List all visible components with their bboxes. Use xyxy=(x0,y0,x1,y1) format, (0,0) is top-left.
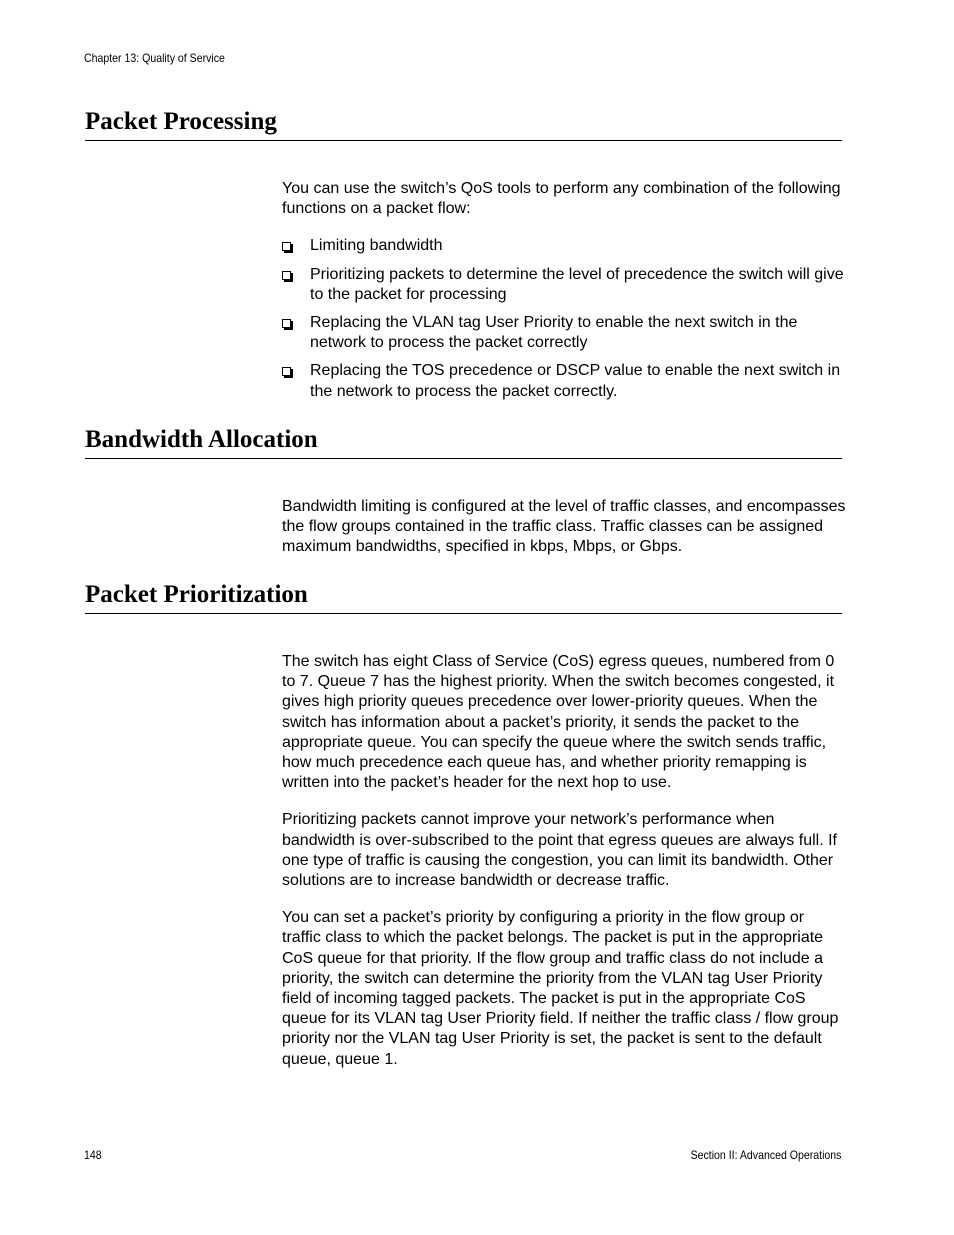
heading-bandwidth-allocation: Bandwidth Allocation xyxy=(85,425,842,459)
running-header: Chapter 13: Quality of Service xyxy=(84,51,225,65)
packet-processing-intro: You can use the switch’s QoS tools to perform any combination of the following functions on a packet flow: xyxy=(282,180,841,218)
list-item-text: Prioritizing packets to determine the level of precedence the switch will give to the packet for processing xyxy=(310,265,844,303)
function-list xyxy=(282,236,847,401)
list-item xyxy=(282,236,847,256)
checkbox-bullet-icon xyxy=(282,319,291,328)
heading-packet-processing: Packet Processing xyxy=(85,107,842,141)
packet-processing-body xyxy=(282,179,847,410)
heading-packet-prioritization: Packet Prioritization xyxy=(85,580,842,614)
checkbox-bullet-icon xyxy=(282,242,291,251)
paragraph: Prioritizing packets cannot improve your network’s performance when bandwidth is over-subscribed to the point that egress queues are always full. If one type of traffic is causing the congestion, you can limit its bandwidth. Other solutions are to increase bandwidth or decrease traffic. xyxy=(282,811,837,890)
paragraph: You can set a packet’s priority by configuring a priority in the flow group or traffic class to which the packet belongs. The packet is put in the appropriate CoS queue for that priority. If the flow group and traffic class do not include a priority, the switch can determine the priority from the VLAN tag User Priority field of incoming tagged packets. The packet is put in the appropriate CoS queue for its VLAN tag User Priority field. If neither the traffic class / flow group priority nor the VLAN tag User Priority is set, the packet is sent to the default queue, queue 1. xyxy=(282,909,839,1068)
list-item xyxy=(282,361,847,401)
list-item-text: Limiting bandwidth xyxy=(310,237,443,255)
bandwidth-allocation-body xyxy=(282,497,847,575)
checkbox-bullet-icon xyxy=(282,271,291,280)
list-item xyxy=(282,265,847,305)
paragraph: Bandwidth limiting is configured at the level of traffic classes, and encompasses the flow groups contained in the traffic class. Traffic classes can be assigned maximum bandwidths, specified in kbps, Mbps, or Gbps. xyxy=(282,498,846,556)
list-item-text: Replacing the TOS precedence or DSCP value to enable the next switch in the network to process the packet correctly. xyxy=(310,362,841,400)
checkbox-bullet-icon xyxy=(282,367,291,376)
paragraph: The switch has eight Class of Service (CoS) egress queues, numbered from 0 to 7. Queue 7 has the highest priority. When the switch becomes congested, it gives high priority queues precedence over lower-priority queues. When the switch has information about a packet’s priority, it sends the packet to the appropriate queue. You can specify the queue where the switch sends traffic, how much precedence each queue has, and whether priority remapping is written into the packet’s header for the next hop to use. xyxy=(282,653,835,792)
packet-prioritization-body xyxy=(282,652,847,1087)
running-footer-section: Section II: Advanced Operations xyxy=(690,1148,841,1162)
list-item xyxy=(282,313,847,353)
list-item-text: Replacing the VLAN tag User Priority to enable the next switch in the network to process the packet correctly xyxy=(310,314,798,352)
page-number: 148 xyxy=(84,1148,102,1162)
